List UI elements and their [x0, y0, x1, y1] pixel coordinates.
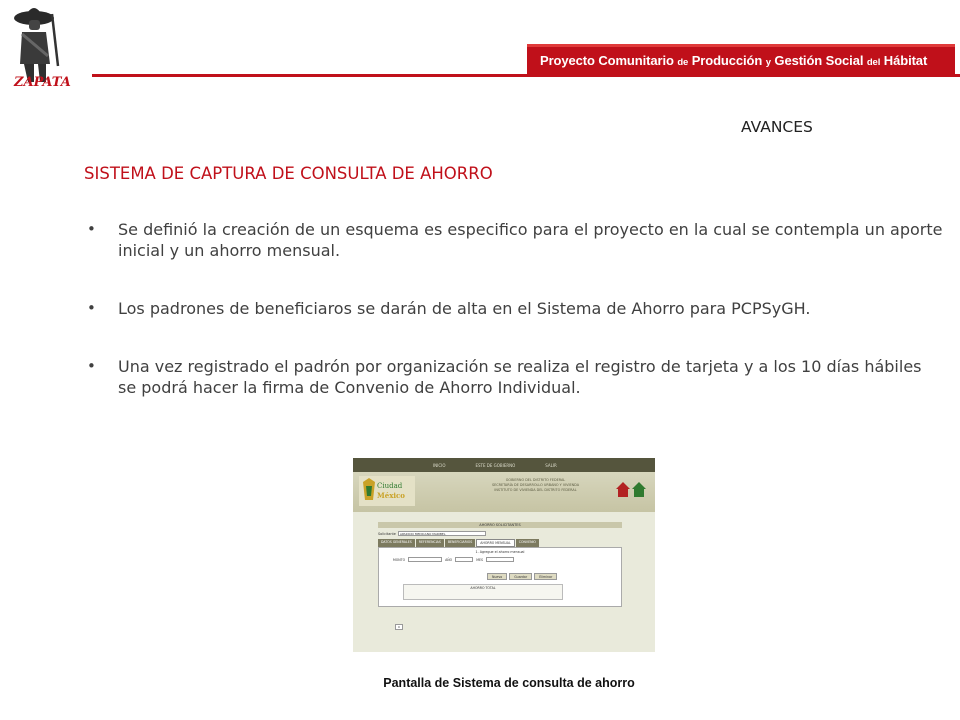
solicitante-field[interactable]: APARICIO MEDICANO MARIBEL [398, 531, 486, 536]
mes-select[interactable] [486, 557, 514, 562]
slide-title: SISTEMA DE CAPTURA DE CONSULTA DE AHORRO [84, 164, 493, 183]
form-fields-row [393, 557, 621, 562]
ciudad-mexico-logo [359, 476, 415, 506]
mes-label: MES [476, 557, 483, 562]
screenshot-header [353, 472, 655, 512]
anio-select[interactable] [455, 557, 473, 562]
monthly-savings-form [378, 547, 622, 607]
tab-referencias[interactable]: REFERENCIAS [416, 539, 444, 547]
guardar-button[interactable]: Guardar [509, 573, 532, 580]
tab-ahorro-mensual[interactable]: AHORRO MENSUAL [476, 539, 515, 547]
savings-system-screenshot [353, 458, 655, 652]
nav-item: ESTE DE GOBIERNO [475, 462, 516, 468]
government-heading: GOBIERNO DEL DISTRITO FEDERAL SECRETARÍA DE DESARROLLO URBANO Y VIVIENDA INSTITUTO DE VIVIENDA DEL DISTRITO FEDERAL [491, 478, 580, 492]
tab-convenio[interactable]: CONVENIO [516, 539, 539, 547]
eliminar-button[interactable]: Eliminar [534, 573, 557, 580]
solicitante-row [378, 531, 622, 536]
tab-bar [378, 539, 622, 547]
bullet-list [84, 219, 944, 435]
ahorro-total-box: AHORRO TOTAL [403, 584, 563, 600]
solicitante-label: Solicitante [378, 531, 396, 536]
nav-item: INICIO [433, 462, 446, 468]
houses-icon [615, 480, 647, 498]
monto-input[interactable] [408, 557, 442, 562]
tab-datos-generales[interactable]: DATOS GENERALES [378, 539, 415, 547]
bullet-item: • Una vez registrado el padrón por organización se realiza el registro de tarjeta y a los 10 días hábiles se podrá hacer la firma de Convenio de Ahorro Individual. [84, 356, 944, 398]
tab-beneficiarios[interactable]: BENEFICIARIOS [445, 539, 475, 547]
bullet-item: • Se definió la creación de un esquema es especifico para el proyecto en la cual se contempla un aporte inicial y un ahorro mensual. [84, 219, 944, 261]
section-label: AVANCES [741, 118, 813, 136]
svg-text:México: México [377, 491, 405, 500]
form-buttons [487, 573, 557, 580]
nuevo-button[interactable]: Nuevo [487, 573, 507, 580]
panel-title: AHORRO SOLICITANTES [378, 522, 622, 528]
svg-text:Ciudad: Ciudad [377, 482, 403, 490]
project-banner: Proyecto Comunitario de Producción y Gestión Social del Hábitat [527, 44, 955, 75]
screenshot-nav [353, 458, 655, 472]
figure-caption: Pantalla de Sistema de consulta de ahorro [383, 676, 635, 690]
bullet-item: • Los padrones de beneficiaros se darán de alta en el Sistema de Ahorro para PCPSyGH. [84, 298, 944, 319]
monto-label: MONTO [393, 557, 406, 562]
svg-text:ZAPATA: ZAPATA [14, 75, 71, 88]
form-title: 1. Agregue el ahorro mensual [475, 550, 525, 554]
anio-label: AÑO [445, 557, 453, 562]
savings-panel [378, 522, 622, 627]
nav-item: SALIR [545, 462, 557, 468]
pager[interactable]: 0 [395, 624, 403, 630]
zapata-logo [8, 4, 84, 88]
